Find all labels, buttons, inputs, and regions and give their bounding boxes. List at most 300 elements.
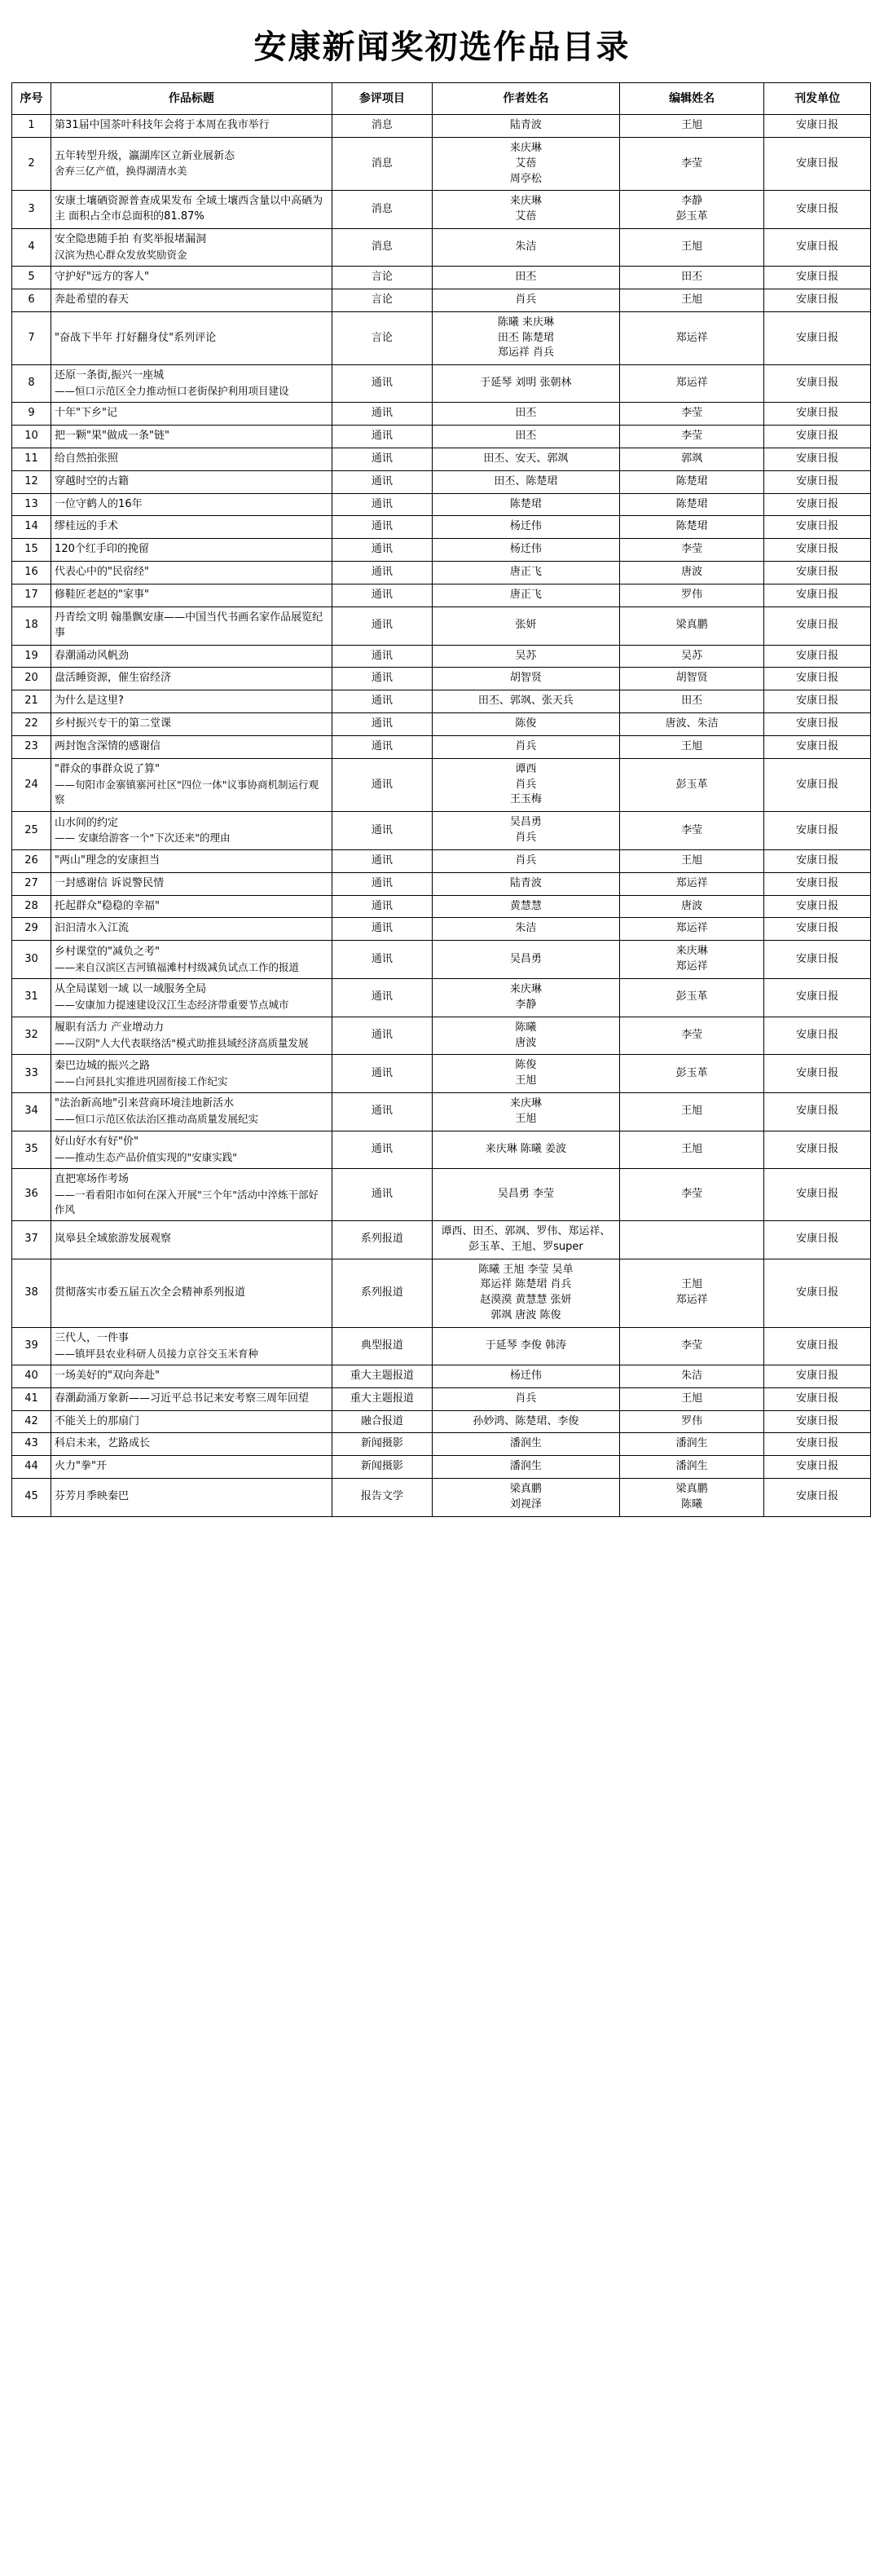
table-row (12, 137, 871, 191)
cell-index: 43 (12, 1433, 51, 1456)
cell-author: 陆青波 (433, 115, 620, 138)
work-subtitle: ——安康加力提速建设汉江生态经济带重要节点城市 (55, 999, 289, 1012)
cell-index: 41 (12, 1387, 51, 1410)
cell-category: 通讯 (332, 607, 432, 645)
cell-category: 报告文学 (332, 1479, 432, 1517)
cell-category: 新闻摄影 (332, 1456, 432, 1479)
cell-category: 系列报道 (332, 1220, 432, 1259)
cell-title (51, 645, 332, 668)
cell-unit: 安康日报 (764, 1387, 871, 1410)
cell-author: 潘润生 (433, 1456, 620, 1479)
table-body (12, 115, 871, 1517)
cell-index: 35 (12, 1131, 51, 1168)
work-title: 火力"拳"开 (55, 1460, 108, 1473)
cell-editor: 潘润生 (619, 1433, 764, 1456)
table-row (12, 1168, 871, 1220)
cell-unit: 安康日报 (764, 1017, 871, 1055)
cell-category: 重大主题报道 (332, 1387, 432, 1410)
table-row (12, 311, 871, 365)
cell-author: 田丕 (433, 403, 620, 426)
work-title: 缪桂远的手术 (55, 520, 119, 533)
cell-category: 通讯 (332, 713, 432, 736)
cell-author: 陈楚珺 (433, 493, 620, 516)
cell-unit: 安康日报 (764, 562, 871, 584)
work-subtitle: ——白河县扎实推进巩固衔接工作纪实 (55, 1074, 228, 1087)
cell-unit: 安康日报 (764, 448, 871, 470)
cell-editor: 罗伟 (619, 584, 764, 607)
work-title: 三代人，一件事 (55, 1331, 130, 1344)
cell-category: 言论 (332, 289, 432, 311)
table-row (12, 895, 871, 918)
table-row (12, 1220, 871, 1259)
work-title: 守护好"远方的客人" (55, 271, 150, 284)
cell-unit: 安康日报 (764, 1327, 871, 1365)
work-subtitle: ——旬阳市金寨镇寨河社区"四位一体"议事协商机制运行观察 (55, 779, 319, 806)
cell-title (51, 607, 332, 645)
cell-title (51, 584, 332, 607)
cell-author: 杨迁伟 (433, 516, 620, 539)
cell-category: 言论 (332, 311, 432, 365)
cell-index: 40 (12, 1365, 51, 1387)
cell-category: 系列报道 (332, 1259, 432, 1327)
work-subtitle: ——恒口示范区依法治区推动高质量发展纪实 (55, 1113, 259, 1126)
cell-category: 通讯 (332, 812, 432, 850)
cell-index: 3 (12, 191, 51, 229)
cell-unit: 安康日报 (764, 941, 871, 979)
cell-author: 肖兵 (433, 289, 620, 311)
cell-editor (619, 1220, 764, 1259)
cell-editor: 李莹 (619, 1168, 764, 1220)
cell-title (51, 1131, 332, 1168)
cell-unit: 安康日报 (764, 311, 871, 365)
table-row (12, 403, 871, 426)
cell-category: 通讯 (332, 979, 432, 1017)
table-header (12, 83, 871, 115)
work-title: "奋战下半年 打好翻身仗"系列评论 (55, 331, 217, 344)
table-row (12, 713, 871, 736)
cell-author: 胡智贤 (433, 668, 620, 690)
cell-title (51, 493, 332, 516)
cell-unit: 安康日报 (764, 979, 871, 1017)
cell-index: 17 (12, 584, 51, 607)
cell-unit: 安康日报 (764, 713, 871, 736)
cell-category: 通讯 (332, 1055, 432, 1093)
cell-editor: 田丕 (619, 267, 764, 289)
cell-title (51, 849, 332, 872)
column-header-editor: 编辑姓名 (619, 83, 764, 115)
cell-title (51, 812, 332, 850)
cell-editor: 李莹 (619, 1017, 764, 1055)
work-title: 山水间的约定 (55, 816, 119, 829)
cell-title (51, 191, 332, 229)
cell-author: 吴昌勇 肖兵 (433, 812, 620, 850)
cell-index: 26 (12, 849, 51, 872)
cell-unit: 安康日报 (764, 1131, 871, 1168)
cell-title (51, 137, 332, 191)
table-row (12, 812, 871, 850)
cell-author: 田丕、安天、郭飒 (433, 448, 620, 470)
table-row (12, 645, 871, 668)
cell-editor: 郭飒 (619, 448, 764, 470)
cell-category: 通讯 (332, 562, 432, 584)
cell-editor: 胡智贤 (619, 668, 764, 690)
cell-editor: 王旭 (619, 849, 764, 872)
table-row (12, 1131, 871, 1168)
work-title: 春潮勐涌万象新——习近平总书记来安考察三周年回望 (55, 1392, 310, 1405)
work-subtitle: 汉滨为热心群众发放奖励资金 (55, 248, 187, 261)
column-header-unit: 刊发单位 (764, 83, 871, 115)
cell-unit: 安康日报 (764, 1365, 871, 1387)
cell-unit: 安康日报 (764, 1456, 871, 1479)
table-row (12, 1259, 871, 1327)
cell-editor: 罗伟 (619, 1410, 764, 1433)
cell-editor: 郑运祥 (619, 365, 764, 403)
cell-index: 24 (12, 758, 51, 812)
cell-category: 通讯 (332, 1093, 432, 1131)
cell-unit: 安康日报 (764, 426, 871, 448)
work-title: 两封饱含深情的感谢信 (55, 739, 161, 752)
work-title: "两山"理念的安康担当 (55, 854, 161, 867)
cell-author: 杨迁伟 (433, 1365, 620, 1387)
cell-index: 29 (12, 918, 51, 941)
work-title: 第31届中国茶叶科技年会将于本周在我市举行 (55, 119, 270, 131)
cell-title (51, 872, 332, 895)
cell-index: 14 (12, 516, 51, 539)
column-header-title: 作品标题 (51, 83, 332, 115)
work-title: 五年转型升级，瀛湖库区立新业展新态 (55, 149, 235, 162)
cell-index: 34 (12, 1093, 51, 1131)
cell-author: 唐正飞 (433, 562, 620, 584)
work-title: 奔赴希望的春天 (55, 293, 130, 306)
cell-category: 通讯 (332, 895, 432, 918)
cell-editor: 郑运祥 (619, 311, 764, 365)
cell-title (51, 713, 332, 736)
cell-title (51, 311, 332, 365)
work-subtitle: ——一看看阳市如何在深入开展"三个年"活动中淬炼干部好作风 (55, 1188, 319, 1215)
work-title: 修鞋匠老赵的"家事" (55, 588, 150, 601)
works-catalog-table (11, 82, 871, 1517)
cell-category: 新闻摄影 (332, 1433, 432, 1456)
cell-author: 朱洁 (433, 918, 620, 941)
cell-index: 21 (12, 690, 51, 713)
cell-category: 通讯 (332, 426, 432, 448)
cell-index: 38 (12, 1259, 51, 1327)
cell-title (51, 365, 332, 403)
cell-unit: 安康日报 (764, 1093, 871, 1131)
table-row (12, 941, 871, 979)
table-row (12, 470, 871, 493)
cell-unit: 安康日报 (764, 1220, 871, 1259)
table-row (12, 289, 871, 311)
cell-editor: 唐波 (619, 895, 764, 918)
cell-title (51, 918, 332, 941)
cell-category: 通讯 (332, 584, 432, 607)
cell-editor: 王旭 (619, 115, 764, 138)
cell-unit: 安康日报 (764, 645, 871, 668)
cell-category: 通讯 (332, 365, 432, 403)
table-row (12, 191, 871, 229)
table-row (12, 365, 871, 403)
cell-unit: 安康日报 (764, 584, 871, 607)
table-row (12, 448, 871, 470)
work-title: 安全隐患随手拍 有奖举报堵漏洞 (55, 233, 207, 246)
cell-category: 通讯 (332, 645, 432, 668)
cell-title (51, 1168, 332, 1220)
cell-unit: 安康日报 (764, 758, 871, 812)
table-row (12, 607, 871, 645)
cell-category: 通讯 (332, 872, 432, 895)
cell-unit: 安康日报 (764, 289, 871, 311)
cell-editor: 王旭 (619, 289, 764, 311)
work-title: 春潮涌动风帆劲 (55, 649, 130, 662)
work-title: 十年"下乡"记 (55, 407, 118, 420)
cell-title (51, 1017, 332, 1055)
cell-title (51, 426, 332, 448)
cell-author: 吴昌勇 李莹 (433, 1168, 620, 1220)
cell-editor: 王旭 (619, 229, 764, 267)
cell-title (51, 735, 332, 758)
work-title: 为什么是这里? (55, 695, 124, 708)
cell-editor: 李莹 (619, 426, 764, 448)
work-title: 贯彻落实市委五届五次全会精神系列报道 (55, 1286, 246, 1299)
cell-unit: 安康日报 (764, 1259, 871, 1327)
cell-editor: 王旭 郑运祥 (619, 1259, 764, 1327)
cell-author: 来庆琳 艾蓓 周亭松 (433, 137, 620, 191)
work-title: "群众的事群众说了算" (55, 763, 161, 776)
cell-title (51, 470, 332, 493)
cell-unit: 安康日报 (764, 365, 871, 403)
cell-unit: 安康日报 (764, 668, 871, 690)
cell-editor: 彭玉革 (619, 1055, 764, 1093)
cell-editor: 陈楚珺 (619, 493, 764, 516)
cell-title (51, 289, 332, 311)
cell-title (51, 267, 332, 289)
cell-unit: 安康日报 (764, 1479, 871, 1517)
table-row (12, 872, 871, 895)
work-subtitle: ——汉阴"人大代表联络活"模式助推县域经济高质量发展 (55, 1036, 309, 1049)
cell-category: 通讯 (332, 668, 432, 690)
cell-editor: 李静 彭玉革 (619, 191, 764, 229)
table-row (12, 493, 871, 516)
cell-editor: 梁真鹏 (619, 607, 764, 645)
cell-index: 16 (12, 562, 51, 584)
cell-editor: 吴苏 (619, 645, 764, 668)
cell-editor: 李莹 (619, 539, 764, 562)
cell-index: 22 (12, 713, 51, 736)
table-row (12, 668, 871, 690)
work-subtitle: ——镇坪县农业科研人员接力京谷交玉米育种 (55, 1347, 259, 1360)
cell-title (51, 690, 332, 713)
table-row (12, 690, 871, 713)
cell-author: 田丕 (433, 267, 620, 289)
cell-unit: 安康日报 (764, 539, 871, 562)
work-title: 秦巴边城的振兴之路 (55, 1059, 151, 1072)
cell-editor: 王旭 (619, 1093, 764, 1131)
cell-index: 7 (12, 311, 51, 365)
cell-unit: 安康日报 (764, 191, 871, 229)
table-row (12, 1410, 871, 1433)
cell-unit: 安康日报 (764, 849, 871, 872)
cell-category: 通讯 (332, 735, 432, 758)
cell-author: 吴苏 (433, 645, 620, 668)
column-header-author: 作者姓名 (433, 83, 620, 115)
table-row (12, 267, 871, 289)
cell-author: 肖兵 (433, 1387, 620, 1410)
work-title: "法治新高地"引来营商环境洼地新活水 (55, 1097, 235, 1110)
cell-author: 陆青波 (433, 872, 620, 895)
work-subtitle: ——推动生态产品价值实现的"安康实践" (55, 1150, 238, 1163)
cell-unit: 安康日报 (764, 516, 871, 539)
cell-index: 23 (12, 735, 51, 758)
cell-unit: 安康日报 (764, 895, 871, 918)
work-title: 代表心中的"民宿经" (55, 566, 150, 579)
cell-title (51, 516, 332, 539)
work-title: 还原一条街,振兴一座城 (55, 369, 165, 382)
cell-title (51, 1410, 332, 1433)
cell-index: 6 (12, 289, 51, 311)
cell-author: 肖兵 (433, 735, 620, 758)
cell-author: 吴昌勇 (433, 941, 620, 979)
cell-category: 通讯 (332, 758, 432, 812)
work-title: 汩汩清水入江流 (55, 922, 130, 935)
cell-author: 于延琴 刘明 张朝林 (433, 365, 620, 403)
cell-index: 42 (12, 1410, 51, 1433)
cell-category: 消息 (332, 137, 432, 191)
cell-editor: 郑运祥 (619, 872, 764, 895)
work-title: 乡村振兴专干的第二堂课 (55, 717, 172, 730)
cell-category: 融合报道 (332, 1410, 432, 1433)
table-row (12, 918, 871, 941)
table-row (12, 516, 871, 539)
cell-index: 8 (12, 365, 51, 403)
cell-editor: 王旭 (619, 735, 764, 758)
cell-author: 陈俊 王旭 (433, 1055, 620, 1093)
cell-index: 10 (12, 426, 51, 448)
table-row (12, 758, 871, 812)
cell-author: 来庆琳 王旭 (433, 1093, 620, 1131)
cell-unit: 安康日报 (764, 1055, 871, 1093)
table-row (12, 1479, 871, 1517)
cell-title (51, 1093, 332, 1131)
cell-author: 来庆琳 艾蓓 (433, 191, 620, 229)
cell-title (51, 1387, 332, 1410)
work-subtitle: —— 安康给游客一个"下次还来"的理由 (55, 831, 231, 845)
table-row (12, 1433, 871, 1456)
work-title: 120个红手印的挽留 (55, 543, 149, 556)
cell-editor: 梁真鹏 陈曦 (619, 1479, 764, 1517)
cell-index: 19 (12, 645, 51, 668)
cell-author: 陈曦 王旭 李莹 吴单 郑运祥 陈楚珺 肖兵 赵漠漠 黄慧慧 张妍 郭飒 唐波 陈俊 (433, 1259, 620, 1327)
work-title: 安康土壤硒资源普查成果发布 全域土壤西含量以中高硒为主 面积占全市总面积的81.87% (55, 195, 323, 223)
work-title: 一位守鹤人的16年 (55, 497, 143, 510)
work-subtitle: ——恒口示范区全力推动恒口老街保护利用项目建设 (55, 385, 289, 398)
cell-title (51, 539, 332, 562)
work-title: 从全局谋划一域 以一域服务全局 (55, 983, 207, 996)
cell-category: 通讯 (332, 690, 432, 713)
cell-index: 12 (12, 470, 51, 493)
cell-index: 33 (12, 1055, 51, 1093)
cell-category: 通讯 (332, 918, 432, 941)
cell-category: 言论 (332, 267, 432, 289)
cell-unit: 安康日报 (764, 735, 871, 758)
cell-index: 30 (12, 941, 51, 979)
column-header-category: 参评项目 (332, 83, 432, 115)
table-row (12, 1055, 871, 1093)
cell-unit: 安康日报 (764, 1168, 871, 1220)
cell-title (51, 1365, 332, 1387)
cell-category: 重大主题报道 (332, 1365, 432, 1387)
work-title: 一封感谢信 诉说警民情 (55, 876, 165, 889)
cell-title (51, 562, 332, 584)
cell-index: 4 (12, 229, 51, 267)
cell-category: 通讯 (332, 516, 432, 539)
cell-title (51, 403, 332, 426)
cell-category: 通讯 (332, 539, 432, 562)
cell-index: 18 (12, 607, 51, 645)
cell-index: 1 (12, 115, 51, 138)
cell-index: 39 (12, 1327, 51, 1365)
cell-editor: 彭玉革 (619, 979, 764, 1017)
table-row (12, 584, 871, 607)
cell-editor: 来庆琳 郑运祥 (619, 941, 764, 979)
table-row (12, 1017, 871, 1055)
cell-author: 朱洁 (433, 229, 620, 267)
cell-editor: 潘润生 (619, 1456, 764, 1479)
cell-index: 9 (12, 403, 51, 426)
cell-title (51, 1456, 332, 1479)
cell-unit: 安康日报 (764, 493, 871, 516)
cell-index: 37 (12, 1220, 51, 1259)
cell-category: 通讯 (332, 470, 432, 493)
cell-title (51, 941, 332, 979)
table-row (12, 849, 871, 872)
work-title: 乡村课堂的"减负之考" (55, 945, 161, 958)
cell-editor: 唐波 (619, 562, 764, 584)
cell-unit: 安康日报 (764, 229, 871, 267)
cell-index: 15 (12, 539, 51, 562)
cell-editor: 王旭 (619, 1131, 764, 1168)
cell-index: 27 (12, 872, 51, 895)
cell-author: 谭西 肖兵 王玉梅 (433, 758, 620, 812)
cell-title (51, 1055, 332, 1093)
cell-category: 典型报道 (332, 1327, 432, 1365)
cell-unit: 安康日报 (764, 1410, 871, 1433)
cell-unit: 安康日报 (764, 872, 871, 895)
work-title: 履职有活力 产业增动力 (55, 1021, 165, 1034)
cell-index: 45 (12, 1479, 51, 1517)
cell-author: 陈曦 来庆琳 田丕 陈楚珺 郑运祥 肖兵 (433, 311, 620, 365)
cell-category: 通讯 (332, 849, 432, 872)
cell-category: 通讯 (332, 403, 432, 426)
cell-category: 通讯 (332, 493, 432, 516)
cell-editor: 彭玉革 (619, 758, 764, 812)
cell-author: 潘润生 (433, 1433, 620, 1456)
cell-editor: 王旭 (619, 1387, 764, 1410)
cell-author: 于延琴 李俊 韩涛 (433, 1327, 620, 1365)
table-header-row (12, 83, 871, 115)
cell-author: 来庆琳 李静 (433, 979, 620, 1017)
cell-author: 陈俊 (433, 713, 620, 736)
table-row (12, 1387, 871, 1410)
cell-editor: 陈楚珺 (619, 470, 764, 493)
work-title: 科启未来，艺路成长 (55, 1437, 151, 1450)
cell-author: 谭西、田丕、郭飒、罗伟、郑运祥、彭玉革、王旭、罗super (433, 1220, 620, 1259)
work-subtitle: 舍弃三亿产值，换得湖清水美 (55, 165, 187, 178)
cell-index: 31 (12, 979, 51, 1017)
cell-unit: 安康日报 (764, 918, 871, 941)
work-title: 岚皋县全域旅游发展观察 (55, 1233, 172, 1246)
cell-author: 田丕、郭飒、张天兵 (433, 690, 620, 713)
